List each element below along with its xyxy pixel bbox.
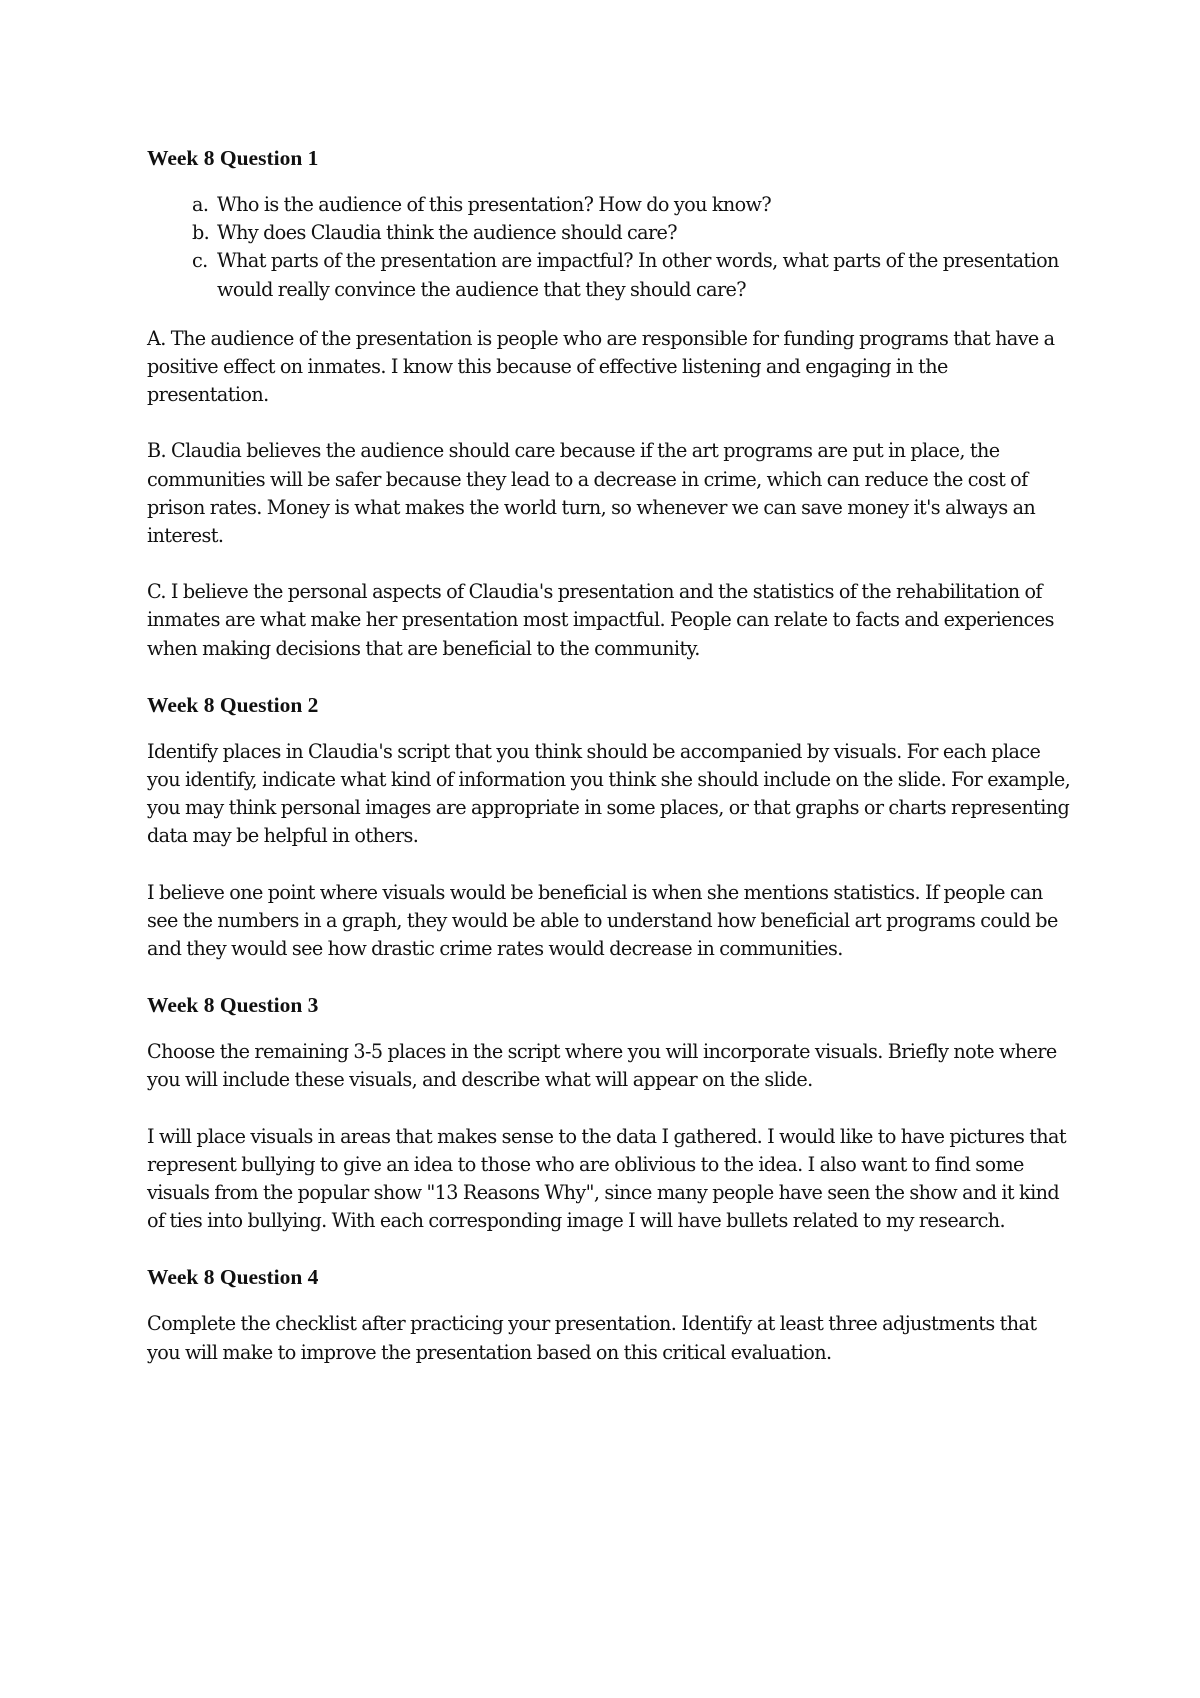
answer-paragraph: A. The audience of the presentation is people who are responsible for funding programs that have a positive effect on inmates. I know this because of effective listening and engaging in the presentation.	[147, 326, 1055, 407]
question-heading: Week 8 Question 1	[147, 146, 319, 170]
list-item-text: Why does Claudia think the audience should care?	[217, 221, 677, 245]
answer-paragraph: I will place visuals in areas that makes sense to the data I gathered. I would like to have pictures that represent bullying to give an idea to those who are oblivious to the idea. I also want to find some visuals from the popular show "13 Reasons Why", since many people have seen the show and it kind of ties into bullying. With each corresponding image I will have bullets related to my research.	[147, 1124, 1067, 1233]
answer-paragraph: I believe one point where visuals would be beneficial is when she mentions statistics. If people can see the numbers in a graph, they would be able to understand how beneficial art programs could be and they would see how drastic crime rates would decrease in communities.	[147, 880, 1058, 961]
question-list	[147, 191, 1072, 304]
question-heading: Week 8 Question 2	[147, 692, 319, 717]
question-heading: Week 8 Question 4	[147, 1265, 319, 1290]
list-item	[147, 191, 1072, 219]
question-prompt: Choose the remaining 3-5 places in the script where you will incorporate visuals. Briefly note where you will include these visuals, and describe what will appear on the slide.	[147, 1040, 1057, 1092]
list-item	[147, 219, 1072, 247]
list-marker: a.	[192, 193, 209, 216]
answer-paragraph: B. Claudia believes the audience should care because if the art programs are put in place, the communities will be safer because they lead to a decrease in crime, which can reduce the cost of prison rates. Money is what makes the world turn, so whenever we can save money it's always an interest.	[147, 439, 1036, 548]
question-section-1	[147, 144, 1072, 663]
list-item-text: What parts of the presentation are impactful? In other words, what parts of the presentation would really convince the audience that they should care?	[217, 249, 1059, 301]
question-section-3	[147, 991, 1072, 1235]
question-section-4	[147, 1263, 1072, 1366]
list-marker: c.	[192, 249, 208, 273]
list-item	[147, 247, 1072, 303]
question-prompt: Complete the checklist after practicing your presentation. Identify at least three adjustments that you will make to improve the presentation based on this critical evaluation.	[147, 1312, 1037, 1364]
list-item-text: Who is the audience of this presentation? How do you know?	[217, 193, 772, 216]
answer-paragraph: C. I believe the personal aspects of Claudia's presentation and the statistics of the rehabilitation of inmates are what make her presentation most impactful. People can relate to facts and experiences when making decisions that are beneficial to the community.	[147, 580, 1054, 660]
document-body	[147, 144, 1072, 1367]
list-marker: b.	[192, 221, 210, 245]
question-prompt: Identify places in Claudia's script that you think should be accompanied by visuals. For each place you identify, indicate what kind of information you think she should include on the slide. For example, you may think personal images are appropriate in some places, or that graphs or charts representing data may be helpful in others.	[147, 739, 1071, 848]
question-section-2	[147, 691, 1072, 963]
question-heading: Week 8 Question 3	[147, 993, 319, 1018]
